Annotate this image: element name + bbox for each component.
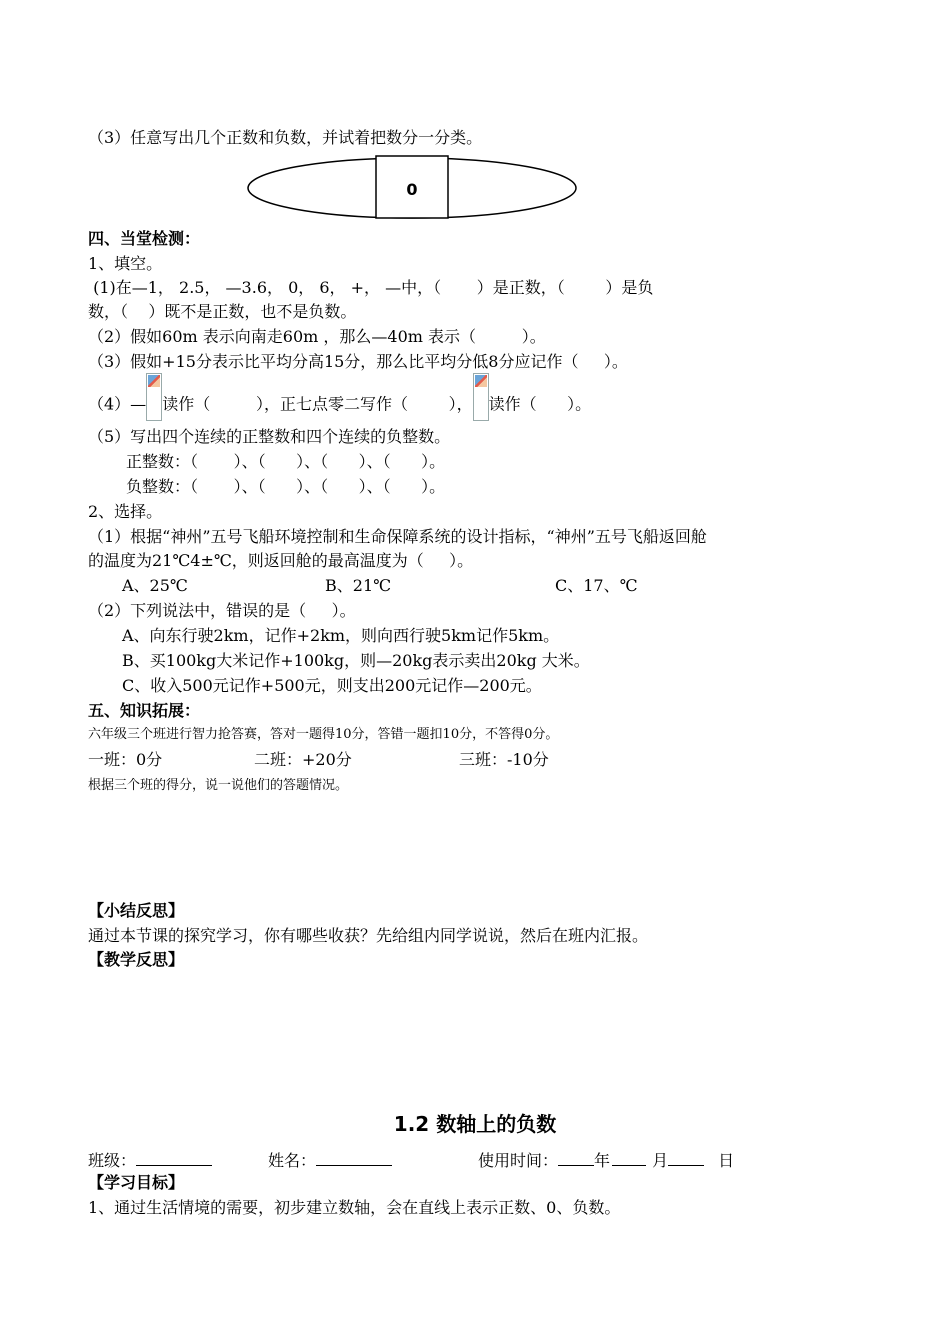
year-field[interactable] — [558, 1149, 594, 1166]
month-field[interactable] — [668, 1149, 704, 1166]
number-classification-diagram — [244, 152, 580, 224]
time-label: 使用时间： — [478, 1151, 559, 1170]
q2-2-option-b: B、买100kg大米记作+100kg，则—20kg表示卖出20kg 大米。 — [122, 651, 590, 670]
summary-heading: 【小结反思】 — [88, 901, 185, 920]
q1-5: （5）写出四个连续的正整数和四个连续的负整数。 — [88, 427, 451, 446]
day-label: 日 — [718, 1151, 735, 1170]
goal-heading: 【学习目标】 — [88, 1173, 185, 1192]
q2-label: 2、选择。 — [88, 502, 163, 521]
class-3-score: 三班：-10分 — [459, 750, 549, 769]
q1-1-line-b: 数，（ ）既不是正数，也不是负数。 — [88, 302, 357, 321]
year-label: 年 — [594, 1151, 611, 1170]
section-4-heading: 四、当堂检测： — [88, 229, 201, 248]
q2-2-option-c: C、收入500元记作+500元，则支出200元记作—200元。 — [122, 676, 542, 695]
q1-4 — [88, 389, 591, 421]
lesson-title: 1.2 数轴上的负数 — [393, 1112, 557, 1136]
goal-1: 1、通过生活情境的需要，初步建立数轴，会在直线上表示正数、0、负数。 — [88, 1198, 621, 1217]
q2-1-line-b: 的温度为21℃4±℃，则返回舱的最高温度为（ ）。 — [88, 551, 474, 570]
summary-text: 通过本节课的探究学习，你有哪些收获？先给组内同学说说，然后在班内汇报。 — [88, 926, 649, 945]
q1-4-suffix: 读作（ ）。 — [488, 394, 592, 414]
teaching-reflection-heading: 【教学反思】 — [88, 950, 185, 969]
class-1-score: 一班：0分 — [88, 750, 163, 769]
q1-1-line-a: (1)在—1， 2.5， —3.6， 0， 6， +， —中，（ ）是正数，（ ）是负 — [88, 278, 654, 297]
broken-image-icon — [473, 373, 489, 421]
q1-3: （3）假如+15分表示比平均分高15分，那么比平均分低8分应记作（ ）。 — [88, 352, 628, 371]
q2-1-line-a: （1）根据“神州”五号飞船环境控制和生命保障系统的设计指标，“神州”五号飞船返回舱 — [88, 527, 707, 546]
contest-question: 根据三个班的得分，说一说他们的答题情况。 — [88, 778, 349, 793]
positive-integers-line: 正整数：（ ）、（ ）、（ ）、（ ）。 — [126, 452, 446, 471]
q2-2-option-a: A、向东行驶2km，记作+2km，则向西行驶5km记作5km。 — [122, 626, 560, 645]
q2-2: （2）下列说法中，错误的是（ ）。 — [88, 601, 356, 620]
q1-4-prefix: （4）— — [88, 394, 147, 414]
class-2-score: 二班：+20分 — [254, 750, 352, 769]
class-label: 班级： — [88, 1151, 137, 1170]
name-label: 姓名： — [268, 1151, 317, 1170]
q1-4-middle: 读作（ ），正七点零二写作（ ）， — [162, 394, 473, 414]
zero-label: 0 — [406, 180, 418, 199]
q1-2: （2）假如60m 表示向南走60m ，那么—40m 表示（ ）。 — [88, 327, 546, 346]
q1-label: 1、填空。 — [88, 254, 163, 273]
item-3-text: （3）任意写出几个正数和负数，并试着把数分一分类。 — [88, 128, 483, 147]
broken-image-icon — [146, 373, 162, 421]
section-5-heading: 五、知识拓展： — [88, 701, 201, 720]
negative-integers-line: 负整数：（ ）、（ ）、（ ）、（ ）。 — [126, 477, 446, 496]
option-b: B、21℃ — [325, 576, 392, 595]
month-spacer — [612, 1149, 646, 1166]
class-field[interactable] — [136, 1149, 212, 1166]
option-a: A、25℃ — [122, 576, 188, 595]
month-label: 月 — [652, 1151, 669, 1170]
contest-intro: 六年级三个班进行智力抢答赛，答对一题得10分，答错一题扣10分，不答得0分。 — [88, 727, 559, 742]
option-c: C、17、℃ — [555, 576, 638, 595]
name-field[interactable] — [316, 1149, 392, 1166]
student-info-line — [88, 1149, 734, 1171]
